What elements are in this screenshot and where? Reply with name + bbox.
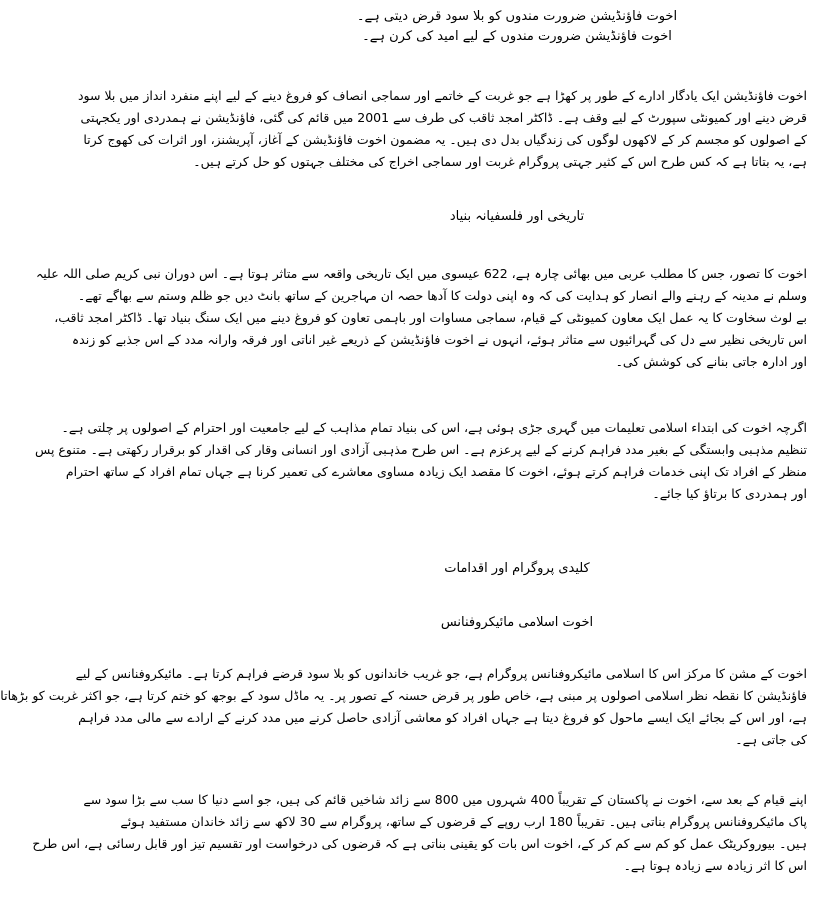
paragraph-3-line: اور ہمدردی کا برتاؤ کیا جائے۔	[652, 486, 807, 501]
heading-history: تاریخی اور فلسفیانہ بنیاد	[449, 209, 585, 224]
paragraph-5-line: اپنے قیام کے بعد سے، اخوت نے پاکستان کے تقریباً 400 شہروں میں 800 سے زائد شاخیں قائم کی ہیں، جو اسے دنیا کا سب سے بڑا سود سے	[83, 792, 807, 807]
paragraph-5-line: اس کا اثر زیادہ سے زیادہ ہوتا ہے۔	[623, 858, 807, 873]
paragraph-5-line: پاک مائیکروفنانس پروگرام بناتی ہیں۔ تقریباً 180 ارب روپے کے قرضوں کے ساتھ، پروگرام سے 30 لاکھ سے زائد خاندان مستفید ہوئے	[120, 814, 807, 829]
paragraph-2-line: وسلم نے مدینہ کے رہنے والے انصار کو ہدایت کی کہ وہ اپنی دولت کا آدھا حصہ ان مہاجرین کے ساتھ بانٹ دیں جو ظلم وستم سے بھاگے تھے۔	[77, 288, 807, 303]
paragraph-2-line: اس تاریخی نظیر سے دل کی گہرائیوں سے متاثر ہوئے، انہوں نے اخوت فاؤنڈیشن کے ذریعے غیر اناتی اور فرقہ وارانہ مدد کے اس جذبے کو زندہ	[71, 332, 807, 347]
paragraph-4-line: اخوت کے مشن کا مرکز اس کا اسلامی مائیکروفنانس پروگرام ہے، جو غریب خاندانوں کو بلا سود قرضے فراہم کرتا ہے۔ مائیکروفنانس کے لیے	[75, 666, 807, 681]
paragraph-3-line: تنظیم مذہبی وابستگی کے بغیر مدد فراہم کرنے کے لیے پرعزم ہے۔ اس طرح مذہبی آزادی اور انسانی وقار کی اقدار کو برقرار رکھتی ہے۔ متنوع پس	[35, 442, 807, 457]
paragraph-2-line: اور ادارہ جاتی بنانے کی کوشش کی۔	[615, 354, 807, 369]
paragraph-2-line: بے لوث سخاوت کا یہ عمل ایک معاون کمیونٹی کے قیام، سماجی مساوات اور باہمی تعاون کو فروغ دینے میں ایک سنگ بنیاد تھا۔ ڈاکٹر امجد ثاقب،	[54, 310, 807, 325]
paragraph-3-line: منظر کے افراد تک اپنی خدمات فراہم کرتے ہوئے، اخوت کا مقصد ایک زیادہ مساوی معاشرے کی تعمیر کرنا ہے جہاں تمام افراد کے ساتھ احترام	[65, 464, 807, 479]
paragraph-1-line: کے اصولوں کو مجسم کر کے لاکھوں لوگوں کی زندگیاں بدل دی ہیں۔ یہ مضمون اخوت فاؤنڈیشن کے آغاز، آپریشنز، اور اثرات کی کھوج کرتا	[83, 132, 807, 147]
paragraph-4-line: کی جاتی ہے۔	[735, 732, 807, 747]
heading-programs: کلیدی پروگرام اور اقدامات	[444, 561, 590, 576]
intro-line-2: اخوت فاؤنڈیشن ضرورت مندوں کے لیے امید کی کرن ہے۔	[362, 29, 672, 44]
heading-microfinance: اخوت اسلامی مائیکروفنانس	[440, 615, 594, 630]
paragraph-5-line: ہیں۔ بیوروکریٹک عمل کو کم سے کم کر کے، اخوت اس بات کو یقینی بناتی ہے کہ قرضوں کی درخواست اور تقسیم تیز اور قابل رسائی ہے، اس طرح	[32, 836, 807, 851]
paragraph-1-line: قرض دینے اور کمیونٹی سپورٹ کے لیے وقف ہے۔ ڈاکٹر امجد ثاقب کی طرف سے 2001 میں قائم کی گئی، فاؤنڈیشن نے ہمدردی اور یکجہتی	[80, 110, 807, 125]
paragraph-2-line: اخوت کا تصور، جس کا مطلب عربی میں بھائی چارہ ہے، 622 عیسوی میں ایک تاریخی واقعہ سے متاثر ہوتا ہے۔ اس دوران نبی کریم صلی اللہ علیہ	[35, 266, 807, 281]
paragraph-4-line: ہے، اور اس کے بجائے ایک ایسے ماحول کو فروغ دیتا ہے جہاں افراد کو معاشی آزادی حاصل کرنے میں مدد کرنے کے ارادے سے مالی مدد فراہم	[78, 710, 807, 725]
paragraph-3-line: اگرچہ اخوت کی ابتداء اسلامی تعلیمات میں گہری جڑی ہوئی ہے، اس کی بنیاد تمام مذاہب کے لیے جامعیت اور احترام کے اصولوں پر چلتی ہے۔	[61, 420, 807, 435]
paragraph-1-line: اخوت فاؤنڈیشن ایک یادگار ادارے کے طور پر کھڑا ہے جو غربت کے خاتمے اور سماجی انصاف کو فروغ دینے کے لیے اپنے منفرد انداز میں بلا سود	[77, 88, 807, 103]
intro-line-1: اخوت فاؤنڈیشن ضرورت مندوں کو بلا سود قرض دیتی ہے۔	[356, 9, 678, 24]
paragraph-4-line: فاؤنڈیشن کا نقطہ نظر اسلامی اصولوں پر مبنی ہے، خاص طور پر قرض حسنہ کے تصور پر۔ یہ ماڈل سود کے بوجھ کو ختم کرتا ہے، جو اکثر غربت کو بڑھاتا	[0, 688, 807, 703]
paragraph-1-line: ہے، یہ بتاتا ہے کہ کس طرح اس کے کثیر جہتی پروگرام غربت اور سماجی اخراج کی مختلف جہتوں کو حل کرتے ہیں۔	[193, 154, 807, 169]
